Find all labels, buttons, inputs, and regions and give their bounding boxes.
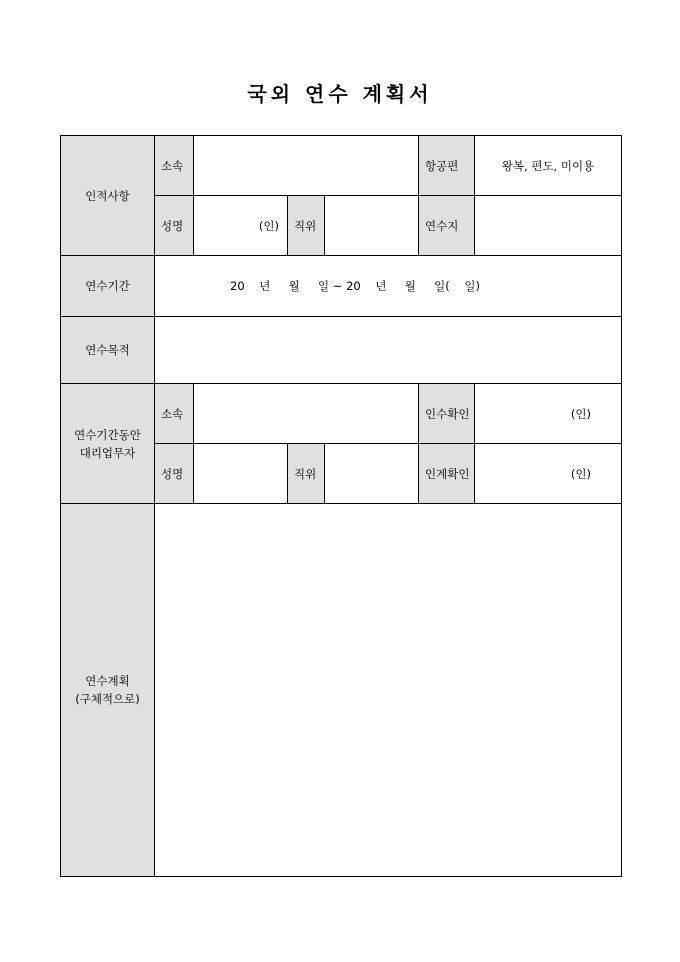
affiliation-field[interactable] [194, 136, 419, 196]
plan-header-line2: (구체적으로) [75, 692, 140, 706]
plan-header [61, 504, 155, 877]
proxy-header-line2: 대리업무자 [79, 445, 136, 460]
destination-field[interactable] [475, 196, 622, 256]
proxy-affiliation-label: 소속 [155, 384, 194, 444]
takeover-seal[interactable]: (인) [475, 384, 622, 444]
proxy-position-field[interactable] [325, 444, 419, 504]
purpose-field[interactable] [155, 317, 622, 384]
proxy-position-label: 직위 [288, 444, 325, 504]
name-field[interactable]: (인) [194, 196, 288, 256]
destination-label: 연수지 [419, 196, 475, 256]
affiliation-label: 소속 [155, 136, 194, 196]
name-label: 성명 [155, 196, 194, 256]
flight-options[interactable]: 왕복, 편도, 미이용 [475, 136, 622, 196]
takeover-label: 인수확인 [419, 384, 475, 444]
position-field[interactable] [325, 196, 419, 256]
proxy-affiliation-field[interactable] [194, 384, 419, 444]
training-plan-form [60, 135, 622, 877]
document-title: 국외 연수 계획서 [247, 82, 433, 106]
period-field[interactable]: 20 년 월 일 ~ 20 년 월 일( 일) [155, 256, 622, 317]
proxy-header [61, 384, 155, 504]
personal-info-header: 인적사항 [61, 136, 155, 256]
period-header: 연수기간 [61, 256, 155, 317]
handover-seal[interactable]: (인) [475, 444, 622, 504]
handover-label: 인계확인 [419, 444, 475, 504]
proxy-name-label: 성명 [155, 444, 194, 504]
proxy-header-line1: 연수기간동안 [74, 427, 141, 442]
flight-label: 항공편 [419, 136, 475, 196]
proxy-name-field[interactable] [194, 444, 288, 504]
plan-header-line1: 연수계획 [85, 674, 130, 688]
position-label: 직위 [288, 196, 325, 256]
purpose-header: 연수목적 [61, 317, 155, 384]
plan-field[interactable] [155, 504, 622, 877]
